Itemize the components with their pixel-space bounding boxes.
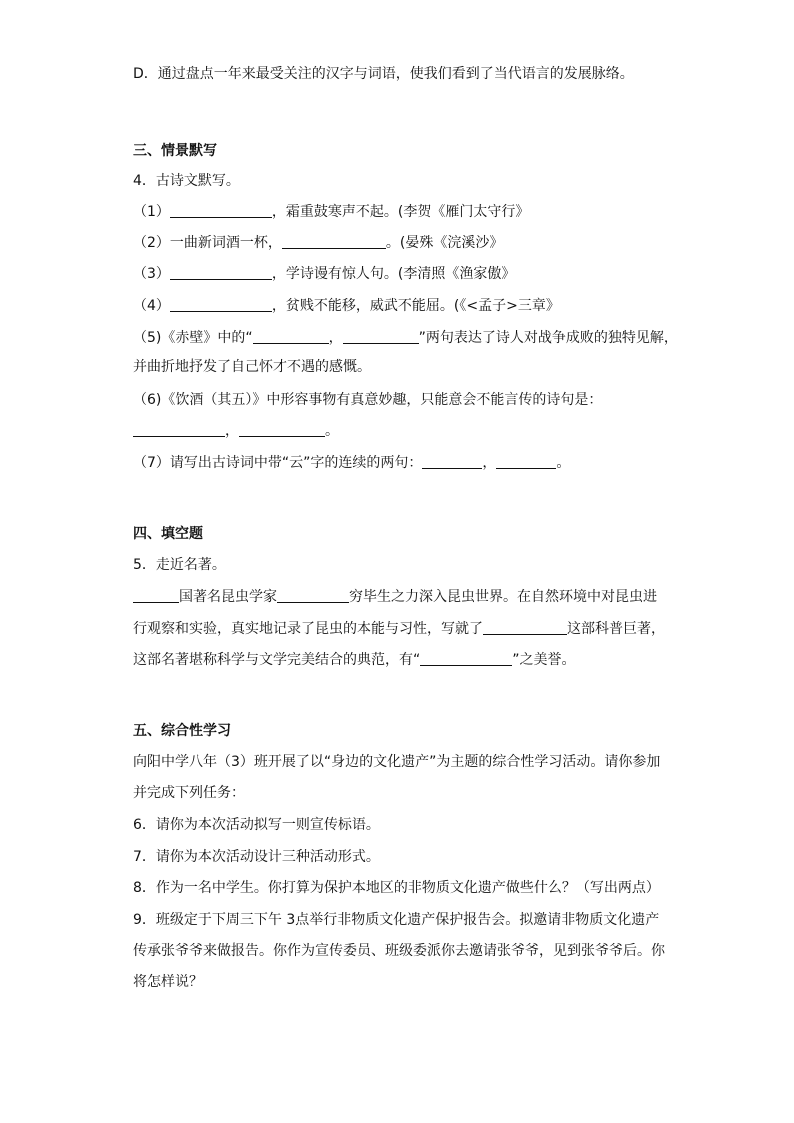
separator: ， [328,330,343,346]
question-4-item-5 [133,328,678,348]
question-4-item-4 [133,296,560,316]
paragraph-text: 国著名昆虫学家 [179,589,277,605]
question-4-item-6: （6)《饮酒（其五）》中形容事物有真意妙趣，只能意会不能言传的诗句是： [133,392,603,408]
separator: ， [225,423,239,439]
section-5-intro-line-1: 向阳中学八年（3）班开展了以“身边的文化遗产”为主题的综合性学习活动。请你参加 [133,754,661,770]
answer-blank[interactable] [483,620,567,635]
answer-blank[interactable] [496,454,556,469]
question-5-stem: 5．走近名著。 [133,557,226,573]
answer-blank[interactable] [133,422,225,437]
section-5-intro-line-2: 并完成下列任务： [133,785,245,801]
question-4-item-3 [133,264,515,284]
item-text-tail: 。(晏殊《浣溪沙》 [385,235,504,251]
item-text: ”两句表达了诗人对战争成败的独特见解， [418,330,678,346]
paragraph-text: 穷毕生之力深入昆虫世界。在自然环境中对昆虫进 [349,589,657,605]
item-number: （3） [133,266,170,282]
answer-blank[interactable] [253,329,329,344]
option-d: D．通过盘点一年来最受关注的汉字与词语，使我们看到了当代语言的发展脉络。 [133,66,634,82]
paragraph-text: 行观察和实验，真实地记录了昆虫的本能与习性，写就了 [133,621,483,637]
paragraph-text: ”之美誉。 [512,652,576,668]
answer-blank[interactable] [282,234,386,249]
end-mark: 。 [556,455,571,471]
question-5-line-2 [133,619,665,639]
question-6: 6．请你为本次活动拟写一则宣传标语。 [133,817,380,833]
item-text: ，贫贱不能移，威武不能屈。(《<孟子>三章》 [271,298,560,314]
question-8: 8．作为一名中学生。你打算为保护本地区的非物质文化遗产做些什么？（写出两点） [133,880,660,896]
item-number: （4） [133,298,170,314]
answer-blank[interactable] [343,329,419,344]
item-text: ，霜重鼓寒声不起。(李贺《雁门太守行》 [271,204,530,220]
end-mark: 。 [325,423,339,439]
section-heading-3: 三、情景默写 [133,143,217,159]
question-9-line-2: 传承张爷爷来做报告。你作为宣传委员、班级委派你去邀请张爷爷，见到张爷爷后。你 [133,943,665,959]
answer-blank[interactable] [170,203,272,218]
answer-blank[interactable] [170,265,272,280]
question-4-item-1 [133,202,529,222]
paragraph-text: 这部科普巨著， [567,621,665,637]
question-9-line-1: 9．班级定于下周三下午 3点举行非物质文化遗产保护报告会。拟邀请非物质文化遗产 [133,912,660,928]
question-7: 7．请你为本次活动设计三种活动形式。 [133,849,380,865]
question-9-line-3: 将怎样说？ [133,974,203,990]
item-text: （7）请写出古诗词中带“云”字的连续的两句： [133,455,423,471]
question-4-item-5-line-2: 并曲折地抒发了自己怀才不遇的感慨。 [133,359,371,375]
question-4-item-7 [133,453,570,473]
answer-blank[interactable] [170,297,272,312]
question-4-stem: 4．古诗文默写。 [133,173,240,189]
section-heading-4: 四、填空题 [133,526,203,542]
question-5-line-3 [133,650,576,670]
answer-blank[interactable] [133,588,179,603]
answer-blank[interactable] [277,588,349,603]
item-number: （1） [133,204,170,220]
question-4-item-2 [133,233,503,253]
paragraph-text: 这部名著堪称科学与文学完美结合的典范，有“ [133,652,421,668]
question-5-line-1 [133,587,657,607]
answer-blank[interactable] [239,422,325,437]
item-text: （2）一曲新词酒一杯， [133,235,282,251]
answer-blank[interactable] [420,651,512,666]
question-4-item-6-blanks [133,421,339,441]
answer-blank[interactable] [422,454,482,469]
separator: ， [482,455,497,471]
item-text: ，学诗谩有惊人句。(李清照《渔家傲》 [271,266,516,282]
section-heading-5: 五、综合性学习 [133,723,231,739]
item-text: （5)《赤壁》中的“ [133,330,253,346]
